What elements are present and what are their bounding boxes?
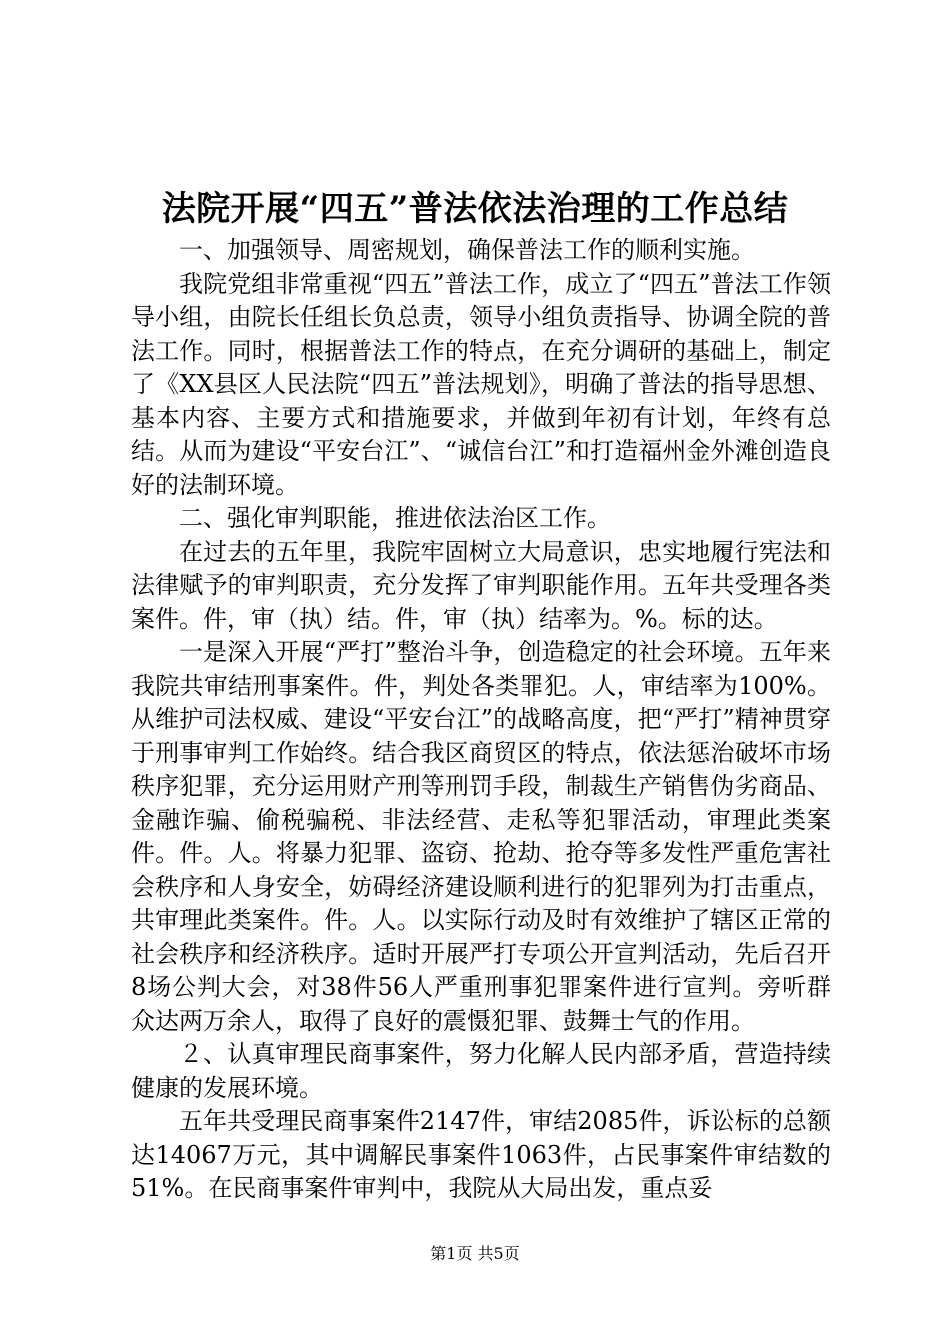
document-body <box>131 234 831 1206</box>
paragraph-section-1-content: 我院党组非常重视“四五”普法工作，成立了“四五”普法工作领导小组，由院长任组长负总责，领导小组负责指导、协调全院的普法工作。同时，根据普法工作的特点，在充分调研的基础上，制定了《XX县区人民法院“四五”普法规划》，明确了普法的指导思想、基本内容、主要方式和措施要求，并做到年初有计划，年终有总结。从而为建设“平安台江”、“诚信台江”和打造福州金外滩创造良好的法制环境。 <box>131 269 831 499</box>
paragraph-civil-heading: ２、认真审理民商事案件，努力化解人民内部矛盾，营造持续健康的发展环境。 <box>131 1040 831 1102</box>
paragraph-civil-content: 五年共受理民商事案件2147件，审结2085件，诉讼标的总额达14067万元，其中调解民事案件1063件，占民事案件审结数的51%。在民商事案件审判中，我院从大局出发，重点妥 <box>131 1107 831 1202</box>
document-title: 法院开展“四五”普法依法治理的工作总结 <box>161 189 789 229</box>
paragraph-section-2-heading: 二、强化审判职能，推进依法治区工作。 <box>179 504 611 532</box>
paragraph-criminal-trials: 一是深入开展“严打”整治斗争，创造稳定的社会环境。五年来我院共审结刑事案件。件，判处各类罪犯。人，审结率为100%。从维护司法权威、建设“平安台江”的战略高度，把“严打”精神贯穿于刑事审判工作始终。结合我区商贸区的特点，依法惩治破坏市场秩序犯罪，充分运用财产刑等刑罚手段，制裁生产销售伪劣商品、金融诈骗、偷税骗税、非法经营、走私等犯罪活动，审理此类案件。件。人。将暴力犯罪、盗窃、抢劫、抢夺等多发性严重危害社会秩序和人身安全，妨碍经济建设顺利进行的犯罪列为打击重点，共审理此类案件。件。人。以实际行动及时有效维护了辖区正常的社会秩序和经济秩序。适时开展严打专项公开宣判活动，先后召开8场公判大会，对38件56人严重刑事犯罪案件进行宣判。旁听群众达两万余人，取得了良好的震慑犯罪、鼓舞士气的作用。 <box>131 638 831 1035</box>
page-footer: 第1页 共5页 <box>430 1244 520 1263</box>
paragraph-section-2-intro: 在过去的五年里，我院牢固树立大局意识，忠实地履行宪法和法律赋予的审判职责，充分发挥了审判职能作用。五年共受理各类案件。件，审（执）结。件，审（执）结率为。%。标的达。 <box>131 537 831 633</box>
paragraph-section-1-heading: 一、加强领导、周密规划，确保普法工作的顺利实施。 <box>179 236 755 264</box>
